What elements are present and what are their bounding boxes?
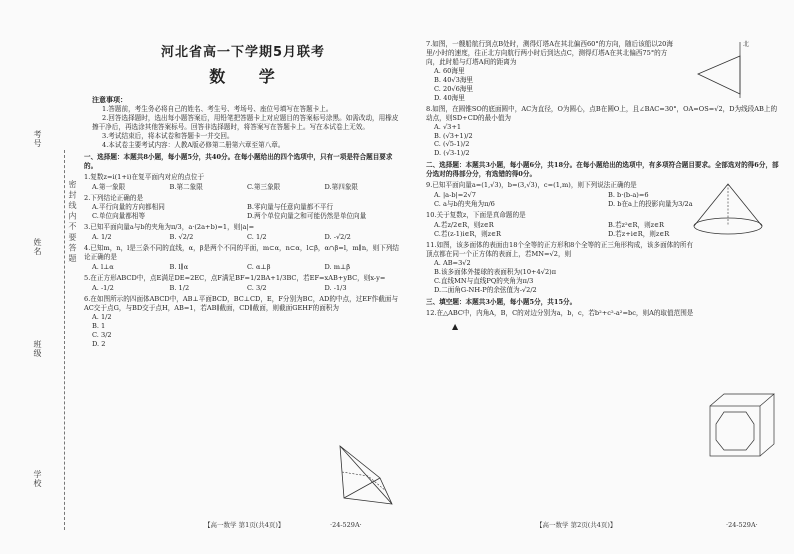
section-2-heading: 二、选择题：本题共3小题，每小题6分，共18分。在每小题给出的选项中，有多项符合题目要求。全部选对的得6分，部分选对的得部分分，有选错的得0分。 — [426, 161, 779, 179]
option: C. a与b的夹角为π/6 — [434, 200, 495, 209]
option: D.若z+i∈R，则z∈R — [608, 230, 670, 239]
exam-title: 河北省高一下学期5月联考 — [160, 45, 326, 60]
navigation-figure — [688, 38, 768, 102]
option: D.两个单位向量之和可能仍然是单位向量 — [247, 212, 367, 221]
section-3-heading: 三、填空题：本题共3小题，每小题5分，共15分。 — [426, 297, 577, 306]
option: C. 1/2 — [247, 233, 267, 242]
exam-number-label: 考号 — [33, 130, 42, 148]
question-3-options — [92, 233, 402, 242]
option: D. b在a上的投影向量为3/2a — [608, 200, 693, 209]
svg-text:北: 北 — [743, 41, 750, 48]
option: D. -√2/2 — [324, 233, 351, 242]
option: A.第一象限 — [92, 182, 126, 191]
seal-text: 密 封 线 内 不 要 答 题 — [68, 180, 77, 262]
name-label: 姓名 — [33, 238, 42, 256]
option: A. |a-b|=2√7 — [434, 191, 476, 200]
section-1-heading: 一、选择题：本题共8小题，每小题5分，共40分。在每小题给出的四个选项中，只有一项是符合题目要求的。 — [84, 152, 393, 170]
option: D. m⊥β — [324, 263, 351, 272]
option: B.零向量与任意向量都不平行 — [247, 203, 334, 212]
question-3: 3.已知平面向量a与b的夹角为π/3，a·(2a+b)=1，则|a|= — [84, 223, 255, 232]
option: B. (√3+1)/2 — [434, 131, 473, 140]
page-1-code: ·24-529A· — [330, 521, 362, 530]
question-11: 11.如图，该多面体的表面由18个全等的正方形和8个全等的正三角形构成，该多面体的所有顶点都在同一个正方体的表面上，若MN=√2，则 — [426, 241, 694, 258]
option: D. (√3-1)/2 — [434, 149, 470, 158]
option: A. AB=3√2 — [434, 258, 471, 267]
option: B. √2/2 — [169, 233, 194, 242]
question-1-options — [92, 183, 402, 192]
page-2-footer: 【高一数学 第2页(共4页)】 — [536, 521, 617, 530]
notice-item: 3.考试结束后，将本试卷和答题卡一并交回。 — [102, 131, 234, 140]
option: C.第三象限 — [247, 182, 281, 191]
option: C.若(z-1)i∈R，则z∈R — [434, 230, 502, 239]
question-10: 10.关于复数z，下面是真命题的是 — [426, 211, 526, 220]
question-11-options — [426, 259, 686, 295]
tetrahedron-figure — [330, 438, 400, 508]
notice-item: 1.答题前，考生务必将自己的姓名、考生号、考场号、座位号填写在答题卡上。 — [102, 104, 333, 113]
binding-margin — [0, 0, 84, 554]
question-2-options — [92, 203, 402, 221]
option: A.平行向量的方向都相同 — [92, 203, 165, 212]
question-7: 7.如图，一艘船航行到点B处时，测得灯塔A在其北偏西60°的方向，随后该船以20海里/小时的速度，往正北方向航行两小时后到达点C，测得灯塔A在其北偏西75°的方向，此时船与灯塔A间的距离为 — [426, 40, 673, 66]
page-2-code: ·24-529A· — [726, 521, 758, 530]
subject-title: 数 学 — [209, 66, 289, 86]
option: A. 60海里 — [434, 66, 465, 75]
page-1 — [84, 38, 402, 538]
page-2 — [426, 38, 782, 538]
option: B.该多面体外接球的表面积为(10+4√2)π — [434, 267, 557, 276]
option: B. 1/2 — [169, 284, 190, 293]
option: D. 40海里 — [434, 93, 465, 102]
option: C. α⊥β — [247, 263, 271, 272]
notice-item: 4.本试卷主要考试内容：人教A版必修第二册第六章至第八章。 — [102, 140, 285, 149]
question-4-options — [92, 263, 402, 272]
option: C. 3/2 — [92, 330, 112, 339]
option: A. l⊥α — [92, 263, 114, 272]
option: D.二面角G-NH-P的余弦值为-√2/2 — [434, 285, 537, 294]
question-9: 9.已知平面向量a=(1,√3)，b=(3,√3)，c=(1,m)，则下列说法正确的是 — [426, 181, 637, 190]
seal-line — [64, 150, 65, 530]
notice-item: 2.回答选择题时，选出每小题答案后，用铅笔把答题卡上对应题目的答案标号涂黑。如需改动，用橡皮擦干净后，再选涂其他答案标号。回答非选择题时，将答案写在答题卡上。写在本试卷上无效。 — [92, 113, 399, 131]
question-8-options — [426, 123, 626, 159]
option: D. 2 — [92, 339, 106, 348]
option: A. 1/2 — [92, 312, 112, 321]
option: D. -1/3 — [324, 284, 347, 293]
question-5: 5.在正方形ABCD中，点E满足DE=2EC，点F满足BF=1/2BA+1/3BC，若EF=xAB+yBC，则x-y= — [84, 274, 386, 283]
question-12: 12.在△ABC中，内角A，B，C的对边分别为a，b，c，若b²+c²-a²=bc，则A的取值范围是 — [426, 308, 694, 317]
question-4: 4.已知m，n，l是三条不同的直线，α，β是两个不同的平面，m⊂α，n⊂α，l⊂β，α∩β=l，m∥n，则下列结论正确的是 — [84, 244, 400, 262]
option: A.若z/2∈R，则z∈R — [434, 221, 494, 230]
cone-figure — [688, 180, 768, 240]
option: B. b·(b-a)=6 — [608, 191, 649, 200]
option: C. (√5-1)/2 — [434, 140, 470, 149]
question-5-options — [92, 284, 402, 293]
question-2: 2.下列结论正确的是 — [84, 193, 144, 202]
pen-mark: ▲ — [452, 321, 459, 331]
question-6: 6.在如图所示的四面体ABCD中，AB⊥平面BCD，BC⊥CD，E，F分别为BC，AD的中点，过EF作截面与AC交于点G，与BD交于点H，AB=1，若AB∥截面，CD∥截面，则截面GEHF的面积为 — [84, 295, 399, 312]
option: B. l∥α — [169, 263, 189, 272]
option: C. 20√6海里 — [434, 84, 473, 93]
notice-list — [84, 105, 402, 150]
option: B.若z²∈R，则z∈R — [608, 221, 665, 230]
option: C.直线MN与直线PQ的夹角为π/3 — [434, 276, 534, 285]
school-label: 学校 — [33, 470, 42, 488]
question-1: 1.复数z=i(1+i)在复平面内对应的点位于 — [84, 172, 205, 181]
option: D.第四象限 — [324, 182, 359, 191]
class-label: 班级 — [33, 340, 42, 358]
polyhedron-figure — [704, 390, 776, 462]
question-6-options — [84, 313, 244, 349]
option: A. √3+1 — [434, 122, 462, 131]
question-8: 8.如图，在圆锥SO的底面圆中，AC为直径，O为圆心，点B在圆O上，且∠BAC=30°，OA=OS=√2，D为线段AB上的动点，则SD+CD的最小值为 — [426, 104, 778, 122]
option: A. -1/2 — [92, 284, 114, 293]
option: A. 1/2 — [92, 233, 112, 242]
page-1-footer: 【高一数学 第1页(共4页)】 — [204, 521, 285, 530]
option: B. 1 — [92, 321, 106, 330]
option: C. 3/2 — [247, 284, 267, 293]
option: B.第二象限 — [169, 182, 203, 191]
option: B. 40√3海里 — [434, 75, 474, 84]
notice-heading: 注意事项： — [92, 95, 127, 105]
option: C.单位向量都相等 — [92, 212, 146, 221]
